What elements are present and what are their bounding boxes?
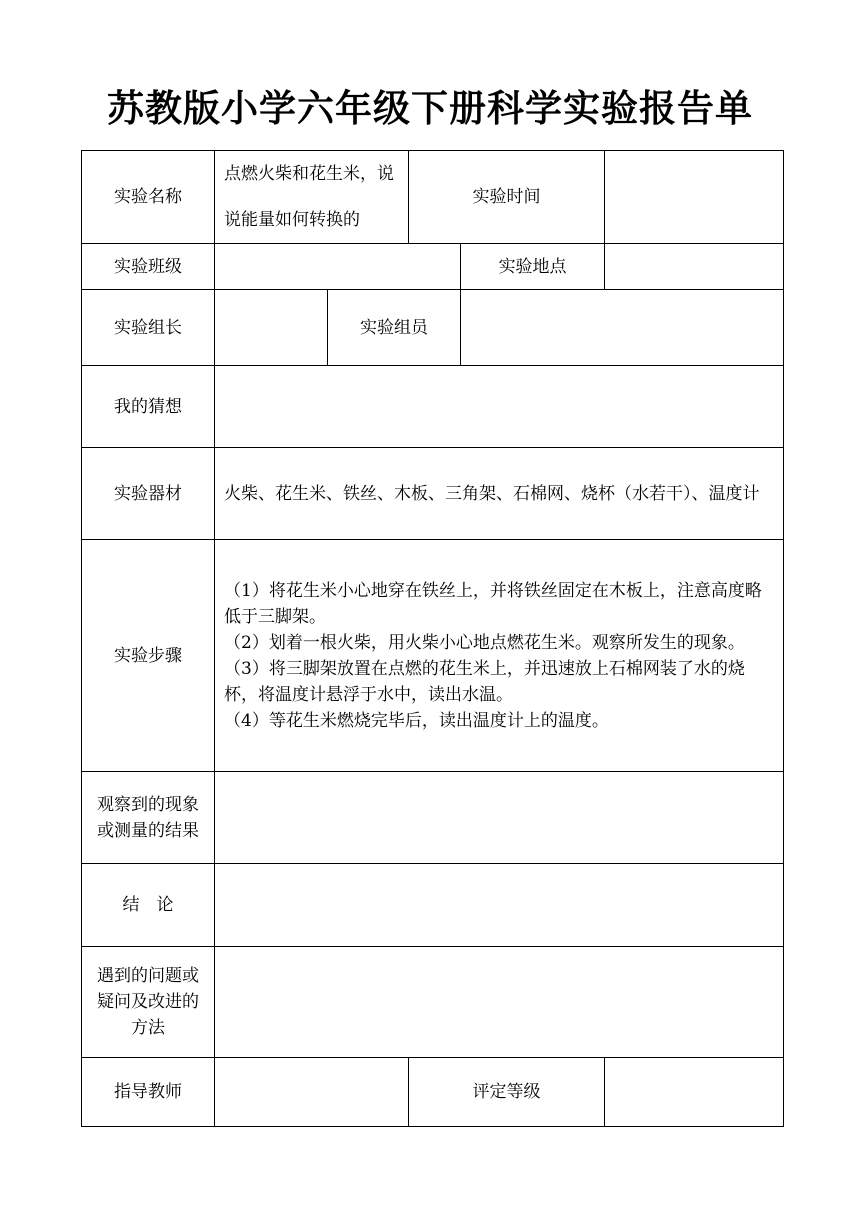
experiment-place-label: 实验地点	[461, 244, 605, 290]
conclusion-label: 结 论	[82, 864, 215, 947]
teacher-label: 指导教师	[82, 1058, 215, 1127]
row-observation	[82, 772, 784, 864]
row-problems	[82, 947, 784, 1058]
steps-label: 实验步骤	[82, 540, 215, 772]
row-conclusion	[82, 864, 784, 947]
row-experiment-name	[82, 151, 784, 244]
step-1: （1）将花生米小心地穿在铁丝上，并将铁丝固定在木板上，注意高度略低于三脚架。	[224, 580, 762, 627]
row-hypothesis	[82, 366, 784, 448]
row-teacher	[82, 1058, 784, 1127]
steps-field[interactable]	[215, 540, 784, 772]
experiment-name-field[interactable]: 点燃火柴和花生米，说说能量如何转换的	[215, 151, 409, 244]
observation-field[interactable]	[215, 772, 784, 864]
problems-field[interactable]	[215, 947, 784, 1058]
observation-label: 观察到的现象或测量的结果	[82, 772, 215, 864]
materials-field[interactable]: 火柴、花生米、铁丝、木板、三角架、石棉网、烧杯（水若干）、温度计	[215, 448, 784, 540]
materials-label: 实验器材	[82, 448, 215, 540]
row-steps	[82, 540, 784, 772]
conclusion-field[interactable]	[215, 864, 784, 947]
teacher-field[interactable]	[215, 1058, 409, 1127]
grade-field[interactable]	[605, 1058, 784, 1127]
row-materials	[82, 448, 784, 540]
group-leader-label: 实验组长	[82, 290, 215, 366]
group-members-label: 实验组员	[328, 290, 461, 366]
experiment-place-field[interactable]	[605, 244, 784, 290]
hypothesis-field[interactable]	[215, 366, 784, 448]
group-leader-field[interactable]	[215, 290, 328, 366]
step-3: （3）将三脚架放置在点燃的花生米上，并迅速放上石棉网装了水的烧杯，将温度计悬浮于水中，读出水温。	[224, 658, 745, 705]
hypothesis-label: 我的猜想	[82, 366, 215, 448]
experiment-name-label: 实验名称	[82, 151, 215, 244]
experiment-time-field[interactable]	[605, 151, 784, 244]
step-2: （2）划着一根火柴，用火柴小心地点燃花生米。观察所发生的现象。	[224, 632, 745, 653]
page-title: 苏教版小学六年级下册科学实验报告单	[107, 86, 753, 130]
row-experiment-leader	[82, 290, 784, 366]
experiment-time-label: 实验时间	[409, 151, 605, 244]
experiment-class-label: 实验班级	[82, 244, 215, 290]
step-4: （4）等花生米燃烧完毕后，读出温度计上的温度。	[224, 710, 609, 731]
experiment-class-field[interactable]	[215, 244, 461, 290]
grade-label: 评定等级	[409, 1058, 605, 1127]
problems-label: 遇到的问题或疑问及改进的方法	[82, 947, 215, 1058]
report-table	[81, 150, 784, 1127]
row-experiment-class	[82, 244, 784, 290]
group-members-field[interactable]	[461, 290, 784, 366]
